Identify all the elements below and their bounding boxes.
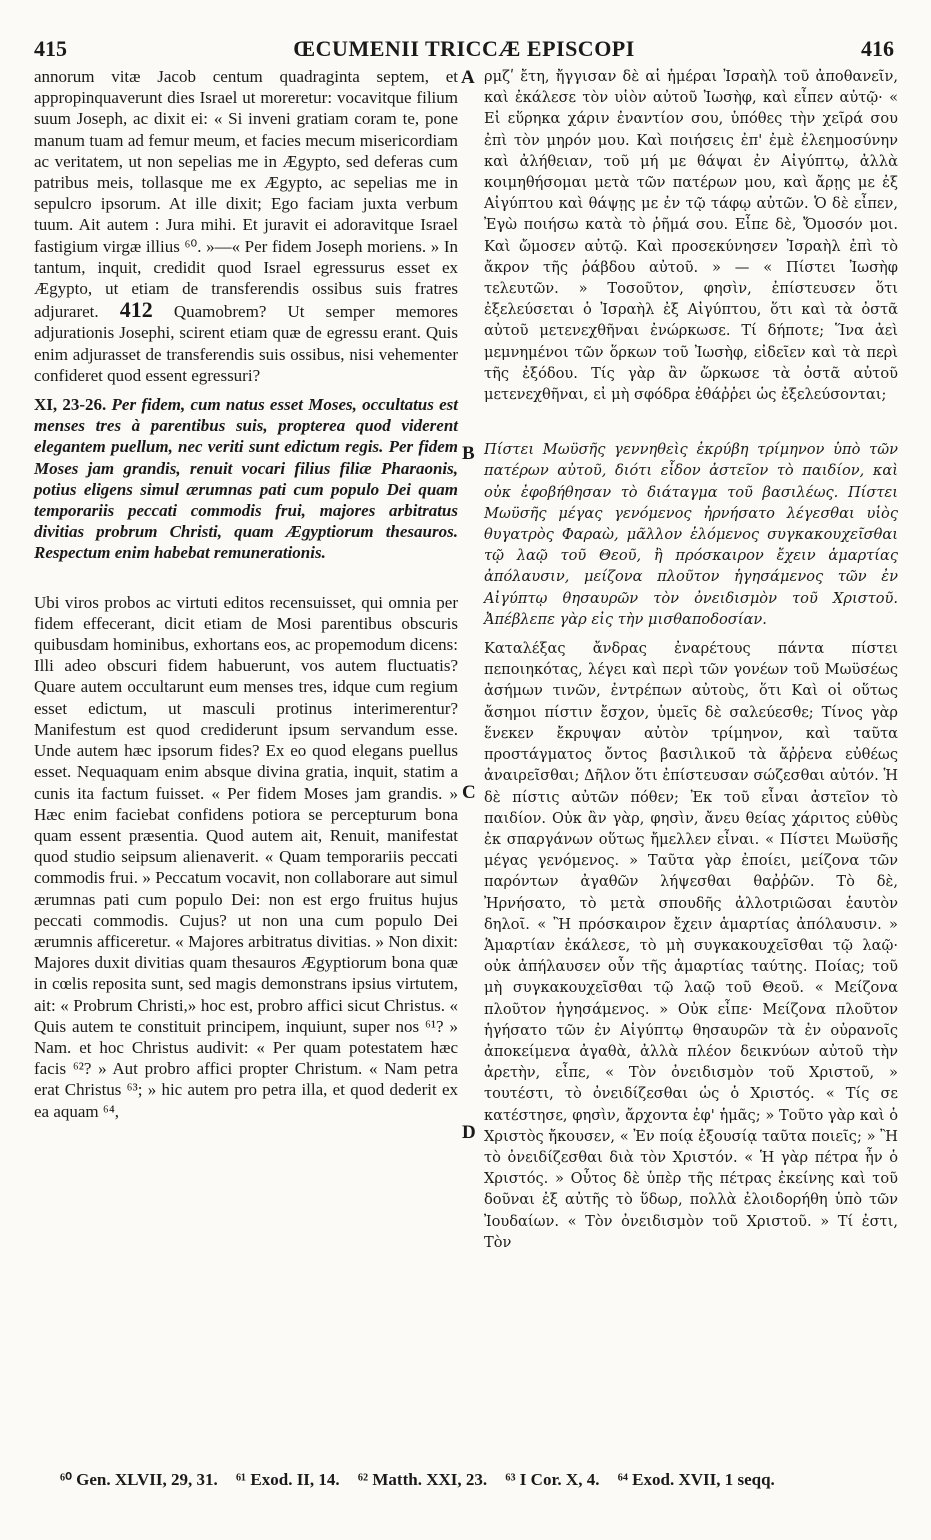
footnote: ⁶⁴ Exod. XVII, 1 seqq. xyxy=(617,1470,775,1489)
running-title: ŒCUMENII TRICCÆ EPISCOPI xyxy=(293,36,635,61)
greek-verse: Πίστει Μωϋσῆς γεννηθεὶς ἐκρύβη τρίμηνον ὑπὸ τῶν πατέρων αὐτοῦ, διότι εἶδον ἀστεῖον τὸ παιδίον, καὶ οὐκ ἐφοβήθησαν τὸ διάταγμα τοῦ βασιλέως. Πίστει Μωϋσῆς μέγας γενόμενος ἠρνήσατο λέγεσθαι υἱὸς θυγατρὸς Φαραὼ, μᾶλλον ἑλόμενος συγκακουχεῖσθαι τῷ λαῷ τοῦ Θεοῦ, ἢ πρόσκαιρον ἔχειν ἁμαρτίας ἀπόλαυσιν, μείζονα πλοῦτον ἡγησάμενος τῶν ἐν Αἰγύπτῳ θησαυρῶν τὸν ὀνειδισμὸν τοῦ Χριστοῦ. Ἀπέβλεπε γὰρ εἰς τὴν μισθαποδοσίαν. xyxy=(484,441,898,628)
verse-text: Per fidem, cum natus esset Moses, occultatus est menses tres à parentibus suis, propterea quod viderent elegantem puellum, nec veriti sunt edictum regis. Per fidem Moses jam grandis, renuit vocari filius filiæ Pharaonis, potius eligens simul ærumnas pati cum populo Dei quam temporariis peccati commodis frui, majores arbitratus divitias probrum Christi, quam Ægyptiorum thesauros. Respectum enim habebat remunerationis. xyxy=(34,395,459,563)
margin-marker-a: A xyxy=(461,67,475,88)
verse-reference: XI, 23-26. xyxy=(34,395,107,415)
footnote: ⁶⁰ Gen. XLVII, 29, 31. xyxy=(60,1470,218,1489)
margin-marker-c: C xyxy=(462,782,476,803)
footnote: ⁶² Matth. XXI, 23. xyxy=(357,1470,488,1489)
page-marker-412: 412 xyxy=(119,297,153,323)
greek-paragraph: Καταλέξας ἄνδρας ἐναρέτους πάντα πίστει πεποιηκότας, λέγει καὶ περὶ τῶν γονέων τοῦ Μωϋσέως ἀσήμων τινῶν, ἐντρέπων αὐτοὺς, ὅτι Καὶ οἱ οὕτως ἄσημοι πίστιν ἔσχον, ὑμεῖς δὲ σαλεύεσθε; Τίνος γὰρ ἕνεκεν ἔκρυψαν αὐτὸν τρίμηνον, καὶ ταῦτα προστάγματος ὄντος βασιλικοῦ τὰ ἄῤῥενα εὐθέως ἀναιρεῖσθαι; Δῆλον ὅτι ἐπίστευσαν σώζεσθαι αὐτόν. Ἡ δὲ πίστις αὐτῶν πόθεν; Ἐκ τοῦ εἶναι ἀστεῖον τὸ παιδίον. Οὐκ ἂν γὰρ, φησὶν, ἄνευ θείας χάριτος εὐθὺς ἐκ σπαργάνων οὕτως ἤμελλεν εἶναι. « Πίστει Μωϋσῆς μέγας γενόμενος. » Ταῦτα γὰρ ἐποίει, μείζονα τῶν παρόντων ἀγαθῶν λήψεσθαι θαῤῥῶν. Τὸ δὲ, Ἠρνήσατο, τὸ μετὰ σπουδῆς ἀλλοτριῶσαι ἑαυτὸν δηλοῖ. « Ἢ πρόσκαιρον ἔχειν ἁμαρτίας ἀπόλαυσιν. » Ἁμαρτίαν ἐκάλεσε, τὸ μὴ συγκακουχεῖσθαι τῷ λαῷ· οὐκ ἀπήλαυσεν οὖν τῆς ἁμαρτίας ταύτης. Ποίας; τοῦ μὴ συγκακουχεῖσθαι τῷ λαῷ τοῦ Θεοῦ. « Μείζονα πλοῦτον ἡγησάμενος. » Οὐκ εἶπε· Μείζονα πλοῦτον ἡγήσατο τῶν ἐν Αἰγύπτῳ θησαυρῶν τὰ ἐν οὐρανοῖς ἀποκείμενα ἀγαθὰ, ἀλλὰ πλέον δεικνύων αὐτοῦ τὴν ἀρετὴν, εἶπε, « Τὸν ὀνειδισμὸν τοῦ Χριστοῦ, » τουτέστι, τὸ ὀνειδίζεσθαι ὡς ὁ Χριστός. « Τίς σε κατέστησε, φησὶν, ἄρχοντα ἐφ' ἡμᾶς; » Τοῦτο γὰρ καὶ ὁ Χριστὸς ἤκουσεν, « Ἐν ποίᾳ ἐξουσίᾳ ταῦτα ποιεῖς; » Ἢ τὸ ὀνειδίζεσθαι διὰ τὸν Χριστόν. « Ἡ γὰρ πέτρα ἦν ὁ Χριστός. » Οὗτος δὲ ὑπὲρ τῆς πέτρας ἐκείνης καὶ τοῦ δοῦναι ἐξ αὐτῆς τὸ ὕδωρ, πολλὰ ἐλοιδορήθη ὑπὸ τῶν Ἰουδαίων. « Τὸν ὀνειδισμὸν τοῦ Χριστοῦ. » Τί ἐστι, Τὸν xyxy=(484,640,898,1251)
page-number-right: 416 xyxy=(861,36,894,61)
greek-paragraph: ρμζʹ ἔτη, ἤγγισαν δὲ αἱ ἡμέραι Ἰσραὴλ τοῦ ἀποθανεῖν, καὶ ἐκάλεσε τὸν υἱὸν αὐτοῦ Ἰωσὴφ, καὶ εἶπεν αὐτῷ· « Εἰ εὕρηκα χάριν ἐναντίον σου, ὑπόθες τὴν χεῖρά σου ἐπὶ τὸν μηρόν μου. Καὶ ποιήσεις ἐπ' ἐμὲ ἐλεημοσύνην καὶ ἀλήθειαν, τοῦ μή με θάψαι ἐν Αἰγύπτῳ, ἀλλὰ κοιμηθήσομαι μετὰ τῶν πατέρων μου, καὶ ἄρῃς με ἐξ Αἰγύπτου καὶ θάψῃς με ἐν τῷ τάφῳ αὐτῶν. Ὁ δὲ εἶπεν, Ἐγὼ ποιήσω κατὰ τὸ ῥῆμά σου. Εἶπε δὲ, Ὄμοσόν μοι. Καὶ ὤμοσεν αὐτῷ. Καὶ προσεκύνησεν Ἰσραὴλ ἐπὶ τὸ ἄκρον τῆς ῥάβδου αὐτοῦ. » — « Πίστει Ἰωσὴφ τελευτῶν. » Τοσοῦτον, φησὶν, ἐπίστευσεν ὅτι ἐξελεύσεται ὁ Ἰσραὴλ ἐξ Αἰγύπτου, ὅτι καὶ τὰ ὀστᾶ αὐτοῦ μετενεχθῆναι ἐνώρκωσε. Τί δήποτε; Ἵνα ἀεὶ μεμνημένοι τῶν ὅρκων τοῦ Ἰωσὴφ, εἰδεῖεν καὶ τὰ περὶ τῆς ἐξόδου. Τίς γὰρ ἂν ὥρκωσε τὰ ὀστᾶ αὐτοῦ μετενεχθῆναι, εἰ μὴ σφόδρα ἐθάῤῥει ὡς ἐξελεύσονται; xyxy=(484,68,898,404)
latin-column xyxy=(34,66,458,1122)
footnotes xyxy=(60,1470,900,1490)
latin-paragraph xyxy=(34,66,458,386)
margin-marker-b: B xyxy=(462,443,475,464)
latin-verse xyxy=(34,394,458,564)
footnote: ⁶¹ Exod. II, 14. xyxy=(235,1470,340,1489)
greek-column xyxy=(484,66,898,1253)
latin-text: Quamobrem? Ut semper memores adjurationis Josephi, scirent etiam quæ de egressu erant. Quis enim adjurasset de transferendis suis ossibus, nisi vehementer confideret quod essent egressuri? xyxy=(34,302,459,385)
margin-marker-d: D xyxy=(462,1122,476,1143)
page-number-left: 415 xyxy=(34,36,67,61)
latin-text: annorum vitæ Jacob centum quadraginta septem, et appropinquaverunt dies Israel ut moreretur: vocavitque filium suum Joseph, ac dixit ei: « Si inveni gratiam coram te, pone manum tuam ad femur meum, et facies mecum misericordiam ac veritatem, ut non sepelias me in Ægypto, sed deferas cum patribus meis, tollasque me ex Ægypto, ac sepelias me in sepulcro ipsorum. At ille dixit; Ego faciam juxta verbum tuum. Ait autem : Jura mihi. Et juravit ei adoravitque Israel fastigium virgæ illius ⁶⁰. »—« Per fidem Joseph moriens. » In tantum, inquit, credidit quod Israel egressurus esset ex Ægypto, ut etiam de transferendis ossibus suis fratres adjuraret. xyxy=(34,67,458,322)
page-header xyxy=(34,36,894,62)
latin-paragraph: Ubi viros probos ac virtuti editos recensuisset, qui omnia per fidem effecerant, dicit etiam de Mosi parentibus obscuris quibusdam hominibus, exhortans eos, ac propemodum dicens: Illi adeo obscuri fidem habuerunt, vos autem fluctuatis? Quare autem occultarunt eum menses tres, idque cum regium esset edictum, ut masculi protinus interimerentur? Manifestum est quod crediderunt ipsum servandum esse. Unde autem hæc ipsorum fides? Ex eo quod elegans puellus esset. Nequaquam enim absque divina gratia, inquit, statim a cunis ita factum fuisset. « Per fidem Moses jam grandis. » Hæc enim faciebat confidens potiora se percepturum bona quam essent præsentia. Quod autem ait, Renuit, manifestat quod studio seipsum alienaverit. « Quam temporariis peccati commodis frui. » Peccatum vocavit, non collaborare aut simul ærumnas pati cum populo Dei: non est ergo fruitus hujus peccati commodis. Cujus? ut non una cum populo Dei ærumnis afficeretur. « Majores arbitratus divitias. » Non dixit: Majores duxit divitias quam thesauros Ægyptiorum bona quæ in cœlis reposita sunt, sed magis demonstrans ipsius virtutem, ait: « Probrum Christi,» hoc est, probro affici sicut Christus. « Quis autem te constituit principem, inquiunt, super nos ⁶¹? » Nam. et hoc Christus audivit: « Per quam potestatem hæc facis ⁶²? » Aut probro affici propter Christum. « Nam petra erat Christus ⁶³; » hic autem pro petra illa, et quod dederit ex ea aquam ⁶⁴, xyxy=(34,592,458,1121)
footnote: ⁶³ I Cor. X, 4. xyxy=(505,1470,600,1489)
